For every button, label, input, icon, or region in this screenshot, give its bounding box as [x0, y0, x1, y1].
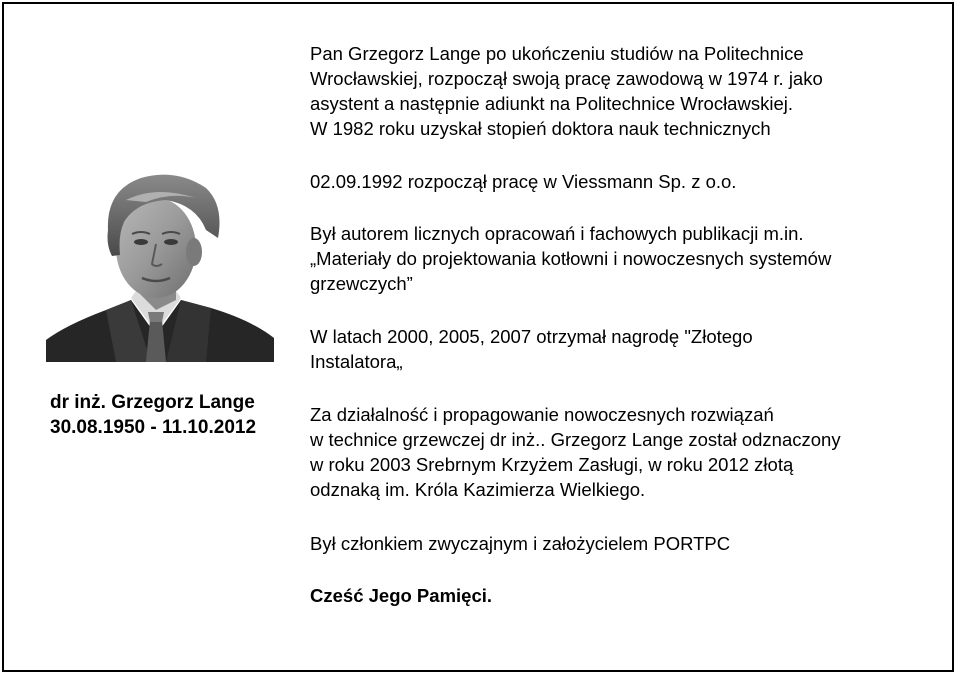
memory-paragraph	[310, 583, 950, 608]
award-line: W latach 2000, 2005, 2007 otrzymał nagrodę "Złotego	[310, 326, 753, 347]
career-paragraph	[310, 41, 950, 141]
publications-paragraph	[310, 221, 950, 296]
publications-line: Był autorem licznych opracowań i fachowych publikacji m.in.	[310, 223, 804, 244]
career-line: Wrocławskiej, rozpoczął swoją pracę zawodową w 1974 r. jako	[310, 68, 823, 89]
biography-text	[310, 41, 950, 608]
portpc-paragraph	[310, 531, 950, 556]
publications-line: „Materiały do projektowania kotłowni i nowoczesnych systemów	[310, 248, 832, 269]
decoration-line: w technice grzewczej dr inż.. Grzegorz Lange został odznaczony	[310, 429, 841, 450]
viessmann-paragraph	[310, 169, 950, 194]
decoration-line: odznaką im. Króla Kazimierza Wielkiego.	[310, 479, 646, 500]
person-name: dr inż. Grzegorz Lange	[50, 392, 255, 413]
award-line: Instalatora„	[310, 351, 403, 372]
memory-line: Cześć Jego Pamięci.	[310, 585, 493, 606]
publications-line: grzewczych”	[310, 273, 413, 294]
career-line: Pan Grzegorz Lange po ukończeniu studiów na Politechnice	[310, 43, 804, 64]
decoration-paragraph	[310, 402, 950, 502]
portpc-line: Był członkiem zwyczajnym i założycielem PORTPC	[310, 533, 731, 554]
portrait-photo	[46, 160, 274, 362]
life-dates: 30.08.1950 - 11.10.2012	[50, 417, 257, 438]
decoration-line: Za działalność i propagowanie nowoczesnych rozwiązań	[310, 404, 774, 425]
portrait-caption	[50, 390, 300, 440]
career-line: W 1982 roku uzyskał stopień doktora nauk technicznych	[310, 118, 771, 139]
award-paragraph	[310, 324, 950, 374]
viessmann-line: 02.09.1992 rozpoczął pracę w Viessmann Sp. z o.o.	[310, 171, 737, 192]
decoration-line: w roku 2003 Srebrnym Krzyżem Zasługi, w roku 2012 złotą	[310, 454, 794, 475]
career-line: asystent a następnie adiunkt na Politechnice Wrocławskiej.	[310, 93, 793, 114]
